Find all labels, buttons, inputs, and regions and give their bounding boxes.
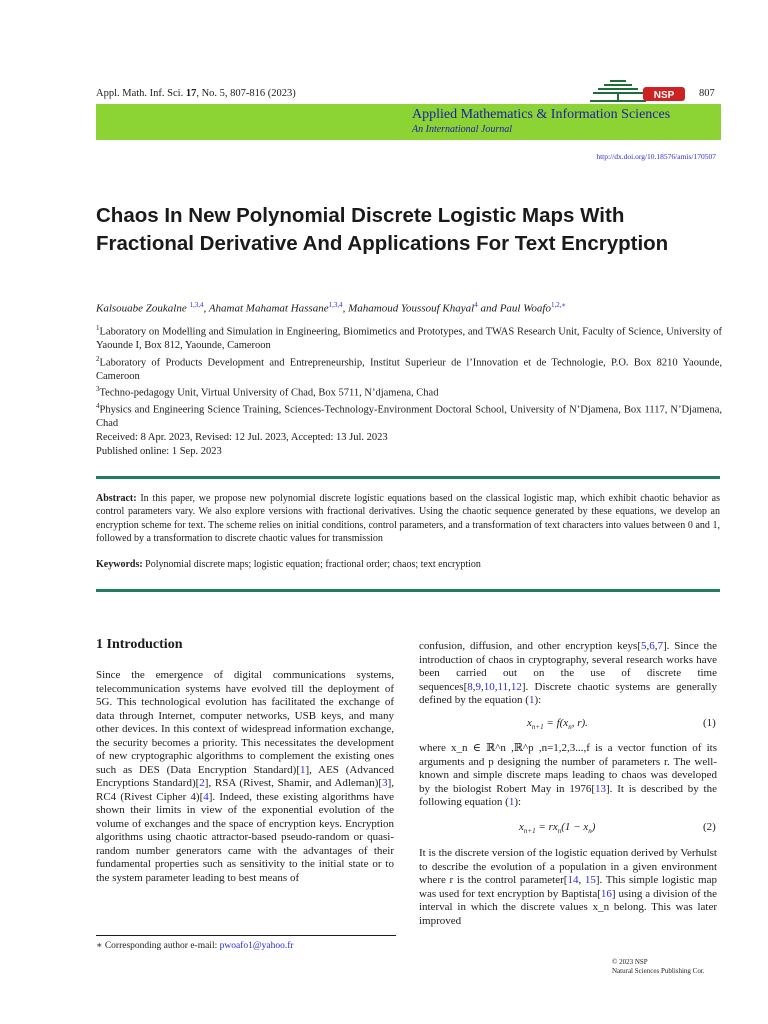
paragraph-text: ], RSA (Rivest, Shamir, and Adleman)[ (204, 777, 383, 789)
paragraph-text: ], AES (Advanced Encryptions Standard)[ (96, 763, 395, 789)
citation-link[interactable]: 7 (657, 640, 663, 652)
paragraph-text: It is the discrete version of the logistic equation derived by Verhulst to describe the evolution of a population in a given environment where r is the control parameter[ (419, 847, 717, 886)
author-affiliation-ref[interactable]: 1,3,4 (328, 301, 343, 309)
top-rule (96, 476, 720, 479)
paragraph-text: , (654, 640, 658, 652)
author-name: Ahamat Mahamat Hassane (208, 302, 329, 315)
abstract-text: In this paper, we propose new polynomial discrete logistic equations based on the classical logistic map, which exhibit chaotic behavior as control parameters vary. We also explore versions with fractional derivatives. Using the chaotic sequence generated by these equations, we develop an encryption scheme for text. The scheme relies on initial conditions, control parameters, and a transformation of text characters into values between 0 and 1, followed by a transformation to discrete chaotic values for transmission (96, 493, 720, 544)
footnote-rule (96, 935, 396, 936)
paragraph-text: ]. Discrete chaotic systems are generally defined by the equation ( (419, 680, 717, 706)
citation-link[interactable]: 9 (475, 680, 482, 693)
affiliation-number: 3 (96, 385, 100, 393)
published-date: Published online: 1 Sep. 2023 (96, 445, 222, 457)
paragraph-text: ] using a division of the interval in which the discrete values x_n belong. This was later improved (419, 887, 717, 927)
citation-link[interactable]: 11 (497, 680, 509, 693)
affiliation-item (96, 353, 722, 384)
author-list (96, 301, 566, 315)
citation-link[interactable]: 12 (510, 680, 522, 693)
affiliation-text: Physics and Engineering Science Training, Sciences-Technology-Environment Doctoral School, University of N’Djamena, Box 1117, N’Djamena, Chad (96, 404, 722, 429)
paragraph-text: ): (534, 694, 542, 706)
paragraph-text: ]. Indeed, these existing algorithms have shown their limits in view of the exponential evolution of the volume of exchanges and the space of encryption keys. Encryption algorithms using chaotic attractor-based pseudo-random or quasi-random number generators came with the advantages of their fundamental properties such as sensitivity to the initial state or to the system parameter leading to best means of (96, 790, 395, 884)
citation-link[interactable]: 15 (584, 874, 596, 886)
affiliation-text: Laboratory of Products Development and Entrepreneurship, Institut Superieur de l’Innovation et de Technologie, P.O. Box 8210 Yaounde, Cameroon (96, 357, 722, 382)
journal-subtitle: An International Journal (412, 124, 512, 135)
citation-link[interactable]: 1 (300, 763, 306, 776)
paragraph-text: , (578, 874, 585, 886)
abstract-label: Abstract: (96, 493, 137, 504)
paragraph-text: ]. It is described by the following equation ( (419, 782, 717, 808)
equation-1-number: (1) (703, 717, 716, 729)
intro-paragraph (96, 669, 394, 885)
email-link[interactable]: pwoafo1@yahoo.fr (219, 941, 294, 951)
paragraph-chaos-crypto (419, 640, 717, 708)
paragraph-text: , (481, 680, 484, 693)
author-affiliation-ref[interactable]: 1,2,∗ (550, 301, 567, 309)
citation-link[interactable]: 13 (595, 782, 606, 795)
section-title: 1 Introduction (96, 637, 183, 652)
author-name: Kalsouabe Zoukalne (96, 302, 190, 315)
author-separator: and (477, 302, 500, 315)
citation-volume: 17 (185, 88, 197, 99)
citation-link[interactable]: 1 (508, 796, 515, 808)
affiliation-number: 1 (96, 324, 100, 332)
equation-2: $x_{n+1} = rx_n(1 - x_n)$ (519, 821, 596, 836)
author-separator: , (342, 302, 349, 315)
citation-rest: , No. 5, 807-816 (2023) (196, 88, 296, 99)
citation-line (96, 88, 296, 99)
journal-banner (96, 104, 721, 140)
author-name: Mahamoud Youssouf Khayal (348, 302, 475, 315)
paragraph-text: ): (514, 796, 522, 808)
author-affiliation-ref[interactable]: 4 (474, 301, 478, 309)
tree-icon (590, 80, 646, 102)
paragraph-verhulst (419, 847, 717, 928)
intro-column-right (419, 640, 717, 708)
citation-journal: Appl. Math. Inf. Sci. (96, 88, 184, 99)
affiliation-number: 4 (96, 402, 100, 410)
affiliation-text: Laboratory on Modelling and Simulation in Engineering, Biomimetics and Prototypes, and TWAS Research Unit, Faculty of Science, University of Yaounde I, Box 812, Yaounde, Cameroon (96, 326, 722, 351)
page-number: 807 (699, 88, 715, 99)
author-affiliation-ref[interactable]: 1,3,4 (189, 301, 204, 309)
paragraph-text: where x_n ∈ ℝ^n ,ℝ^p ,n=1,2,3...,f is a vector function of its arguments and p designing the number of parameters r. The well-known and simple discrete maps leading to chaos was developed by the biologist Robert May in 1976[ (419, 742, 717, 795)
corresponding-author (96, 940, 294, 951)
citation-link[interactable]: 4 (203, 790, 209, 803)
paragraph-text: confusion, diffusion, and other encryption keys[ (419, 640, 641, 652)
author-name: Paul Woafo (499, 302, 551, 315)
affiliation-item (96, 322, 722, 353)
paragraph-text: , (508, 680, 511, 693)
affiliation-item (96, 383, 722, 400)
affiliation-item (96, 400, 722, 431)
paragraph-text: , (494, 680, 498, 693)
doi-link[interactable]: http://dx.doi.org/10.18576/amis/170507 (596, 152, 716, 161)
dates (96, 431, 388, 458)
citation-link[interactable]: 5 (641, 640, 647, 652)
copyright-block (612, 958, 705, 976)
equation-1: $x_{n+1} = f(x_n$, r). (527, 717, 588, 732)
keywords (96, 559, 720, 570)
paragraph-text: ], RC4 (Rivest Cipher 4)[ (96, 777, 394, 803)
author-separator: , (203, 302, 209, 315)
journal-logo (588, 78, 688, 104)
citation-link[interactable]: 14 (567, 874, 579, 886)
abstract (96, 492, 720, 545)
paragraph-text: , (646, 640, 650, 652)
keywords-label: Keywords: (96, 559, 143, 570)
affiliations (96, 322, 722, 431)
publisher: Natural Sciences Publishing Cor. (612, 967, 705, 975)
citation-link[interactable]: 8 (467, 680, 473, 693)
paragraph-logistic-map (419, 742, 717, 810)
intro-column-right-3 (419, 847, 717, 928)
citation-link[interactable]: 16 (600, 887, 612, 900)
equation-2-number: (2) (703, 821, 716, 833)
article-title: Chaos In New Polynomial Discrete Logistic Maps With Fractional Derivative And Applications For Text Encryption (96, 204, 669, 255)
citation-link[interactable]: 1 (528, 694, 535, 706)
citation-link[interactable]: 6 (649, 640, 655, 652)
citation-link[interactable]: 3 (382, 777, 388, 789)
corresponding-label: ∗ Corresponding author e-mail: (96, 941, 220, 951)
logo-text: NSP (653, 90, 675, 101)
intro-column-right-2 (419, 742, 717, 810)
citation-link[interactable]: 10 (483, 680, 495, 693)
paragraph-text: Since the emergence of digital communications systems, telecommunication systems have evolved till the deployment of 5G. This technological evolution has facilitated the exchange of data through Internet, computer networks, USB keys, and many other devices. In this context of widespread information exchange, the security becomes a priority. This necessitates the development of new cryptographic algorithms to complement the existing ones such as DES (Data Encryption Standard)[ (96, 669, 394, 776)
citation-link[interactable]: 2 (199, 777, 205, 789)
bottom-rule (96, 589, 720, 592)
affiliation-number: 2 (96, 354, 100, 363)
journal-title: Applied Mathematics & Information Sciences (412, 107, 671, 122)
copyright: © 2023 NSP (612, 958, 648, 966)
paragraph-text: ]. This simple logistic map was used for text encryption by Baptista[ (419, 874, 717, 900)
received-date: Received: 8 Apr. 2023, Revised: 12 Jul. 2023, Accepted: 13 Jul. 2023 (96, 432, 388, 443)
keywords-text: Polynomial discrete maps; logistic equation; fractional order; chaos; text encryption (145, 559, 481, 570)
paragraph-text: ]. Since the introduction of chaos in cryptography, several research works have been carried out on the use of discrete time sequences[ (419, 640, 717, 693)
paragraph-text: , (472, 680, 476, 693)
affiliation-text: Techno-pedagogy Unit, Virtual University of Chad, Box 5711, N’djamena, Chad (99, 387, 439, 399)
intro-column-left (96, 669, 394, 885)
